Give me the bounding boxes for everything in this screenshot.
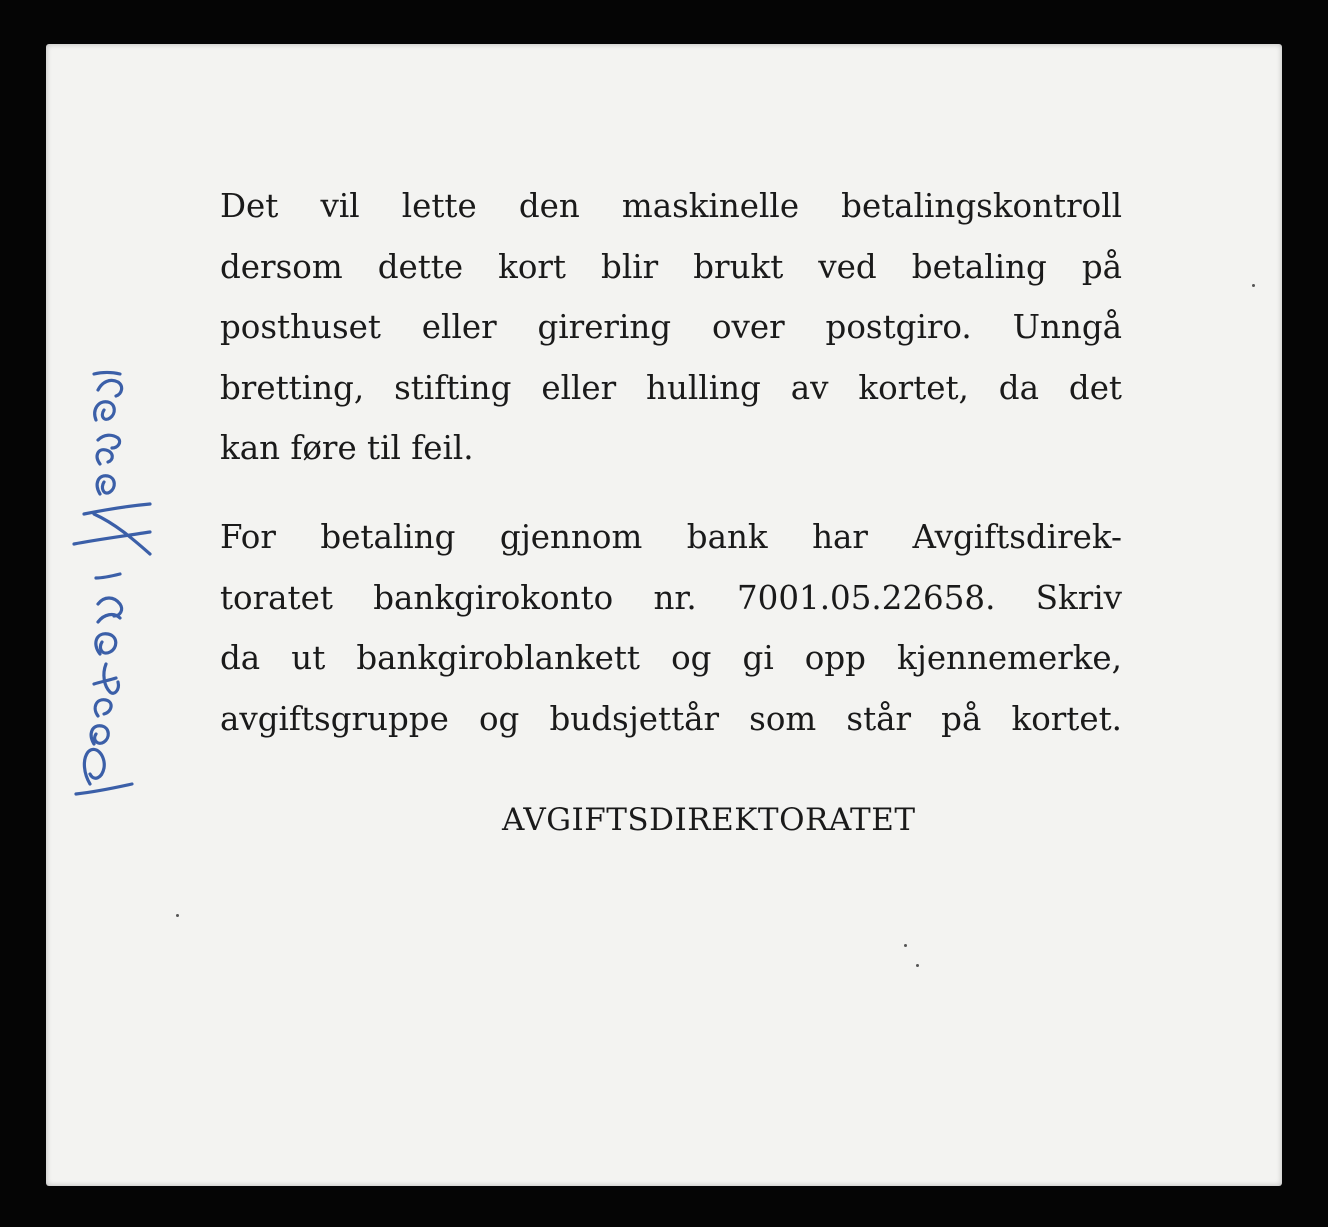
paper-speck xyxy=(904,944,907,947)
bank-payment-paragraph xyxy=(220,507,1122,749)
issuer-signoff: AVGIFTSDIREKTORATET xyxy=(502,802,916,838)
paper-speck xyxy=(916,964,919,967)
instructions-paragraph xyxy=(220,176,1122,479)
payment-card-back xyxy=(46,44,1282,1186)
handwritten-signature xyxy=(54,364,174,804)
paragraph-line: avgiftsgruppe og budsjettår som står på kortet. xyxy=(220,699,1122,738)
signature-scribble-icon xyxy=(54,364,174,804)
paragraph-line: posthuset eller girering over postgiro. Unngå xyxy=(220,308,1122,346)
paper-speck xyxy=(1252,284,1255,287)
paragraph-line: bretting, stifting eller hulling av kortet, da det xyxy=(220,368,1122,407)
paragraph-line: kan føre til feil. xyxy=(220,429,474,467)
paragraph-line: For betaling gjennom bank har Avgiftsdirek- xyxy=(220,518,1122,556)
paragraph-line: dersom dette kort blir brukt ved betaling på xyxy=(220,247,1122,286)
paragraph-line: Det vil lette den maskinelle betalingskontroll xyxy=(220,187,1122,225)
paragraph-line: toratet bankgirokonto nr. 7001.05.22658. Skriv xyxy=(220,578,1122,617)
paragraph-line: da ut bankgiroblankett og gi opp kjennemerke, xyxy=(220,639,1122,677)
paper-speck xyxy=(176,914,179,917)
